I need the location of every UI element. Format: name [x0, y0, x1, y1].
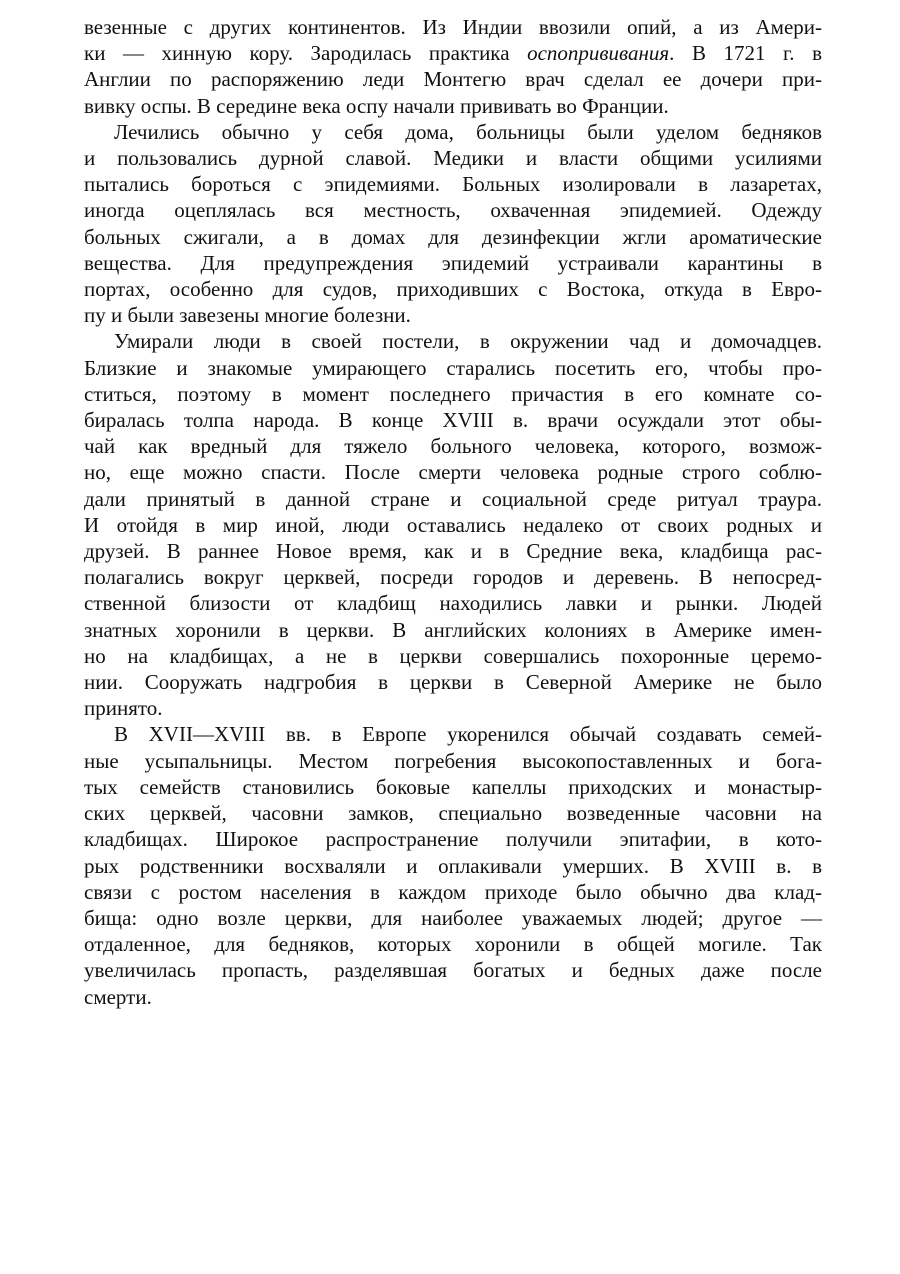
text-fragment: ки — хинную кору. Зародилась практика: [84, 41, 528, 66]
text-fragment: . В 1721 г. в: [669, 41, 822, 66]
text-line: нии. Сооружать надгробия в церкви в Северной Америке не было: [84, 670, 822, 695]
text-line: Лечились обычно у себя дома, больницы были уделом бедняков: [114, 119, 822, 144]
text-line: связи с ростом населения в каждом приходе было обычно два клад-: [84, 879, 822, 904]
text-line: иногда оцеплялась вся местность, охваченная эпидемией. Одежду: [84, 198, 822, 223]
text-line: дали принятый в данной стране и социальной среде ритуал траура.: [84, 486, 822, 511]
paragraph-treatment: [84, 119, 822, 329]
text-line: знатных хоронили в церкви. В английских колониях в Америке имен-: [84, 617, 822, 642]
document-page: [84, 14, 822, 1010]
text-line: ные усыпальницы. Местом погребения высокопоставленных и бога-: [84, 748, 822, 773]
text-line: увеличилась пропасть, разделявшая богатых и бедных даже после: [84, 958, 822, 983]
text-line: пу и были завезены многие болезни.: [84, 303, 411, 328]
text-line: вивку оспы. В середине века оспу начали прививать во Франции.: [84, 93, 669, 118]
paragraph-family-tombs: [84, 721, 822, 1009]
text-line: больных сжигали, а в домах для дезинфекции жгли ароматические: [84, 224, 822, 249]
text-line: [84, 40, 822, 66]
text-line: ских церквей, часовни замков, специально возведенные часовни на: [84, 801, 822, 826]
text-line: биралась толпа народа. В конце XVIII в. врачи осуждали этот обы-: [84, 408, 822, 433]
text-line: кладбищах. Широкое распространение получили эпитафии, в кото-: [84, 827, 822, 852]
text-line: Англии по распоряжению леди Монтегю врач сделал ее дочери при-: [84, 67, 822, 92]
text-line: смерти.: [84, 984, 152, 1009]
text-line: В XVII—XVIII вв. в Европе укоренился обычай создавать семей-: [114, 722, 822, 747]
text-line: портах, особенно для судов, приходивших с Востока, откуда в Евро-: [84, 277, 822, 302]
text-line: и пользовались дурной славой. Медики и власти общими усилиями: [84, 146, 822, 171]
paragraph-medicine-intro: [84, 14, 822, 119]
text-line: отдаленное, для бедняков, которых хоронили в общей могиле. Так: [84, 932, 822, 957]
text-line: чай как вредный для тяжело больного человека, которого, возмож-: [84, 434, 822, 459]
text-line: друзей. В раннее Новое время, как и в Средние века, кладбища рас-: [84, 539, 822, 564]
text-line: И отойдя в мир иной, люди оставались недалеко от своих родных и: [84, 512, 822, 537]
text-line: Умирали люди в своей постели, в окружении чад и домочадцев.: [114, 329, 822, 354]
text-line: бища: одно возле церкви, для наиболее уважаемых людей; другое —: [84, 905, 822, 930]
text-line: тых семейств становились боковые капеллы приходских и монастыр-: [84, 774, 822, 799]
text-line: ститься, поэтому в момент последнего причастия в его комнате со-: [84, 381, 822, 406]
text-line: принято.: [84, 696, 163, 721]
paragraph-death-customs: [84, 328, 822, 721]
text-line: Близкие и знакомые умирающего старались посетить его, чтобы про-: [84, 355, 822, 380]
text-line: но на кладбищах, а не в церкви совершались похоронные церемо-: [84, 643, 822, 668]
text-line: везенные с других континентов. Из Индии ввозили опий, а из Амери-: [84, 15, 822, 39]
text-line: рых родственники восхваляли и оплакивали умерших. В XVIII в. в: [84, 853, 822, 878]
text-line: ственной близости от кладбищ находились лавки и рынки. Людей: [84, 591, 822, 616]
text-line: вещества. Для предупреждения эпидемий устраивали карантины в: [84, 250, 822, 275]
italic-term: оспопрививания: [527, 41, 670, 66]
text-line: полагались вокруг церквей, посреди городов и деревень. В непосред-: [84, 565, 822, 590]
text-line: пытались бороться с эпидемиями. Больных изолировали в лазаретах,: [84, 172, 822, 197]
text-line: но, еще можно спасти. После смерти человека родные строго соблю-: [84, 460, 822, 485]
